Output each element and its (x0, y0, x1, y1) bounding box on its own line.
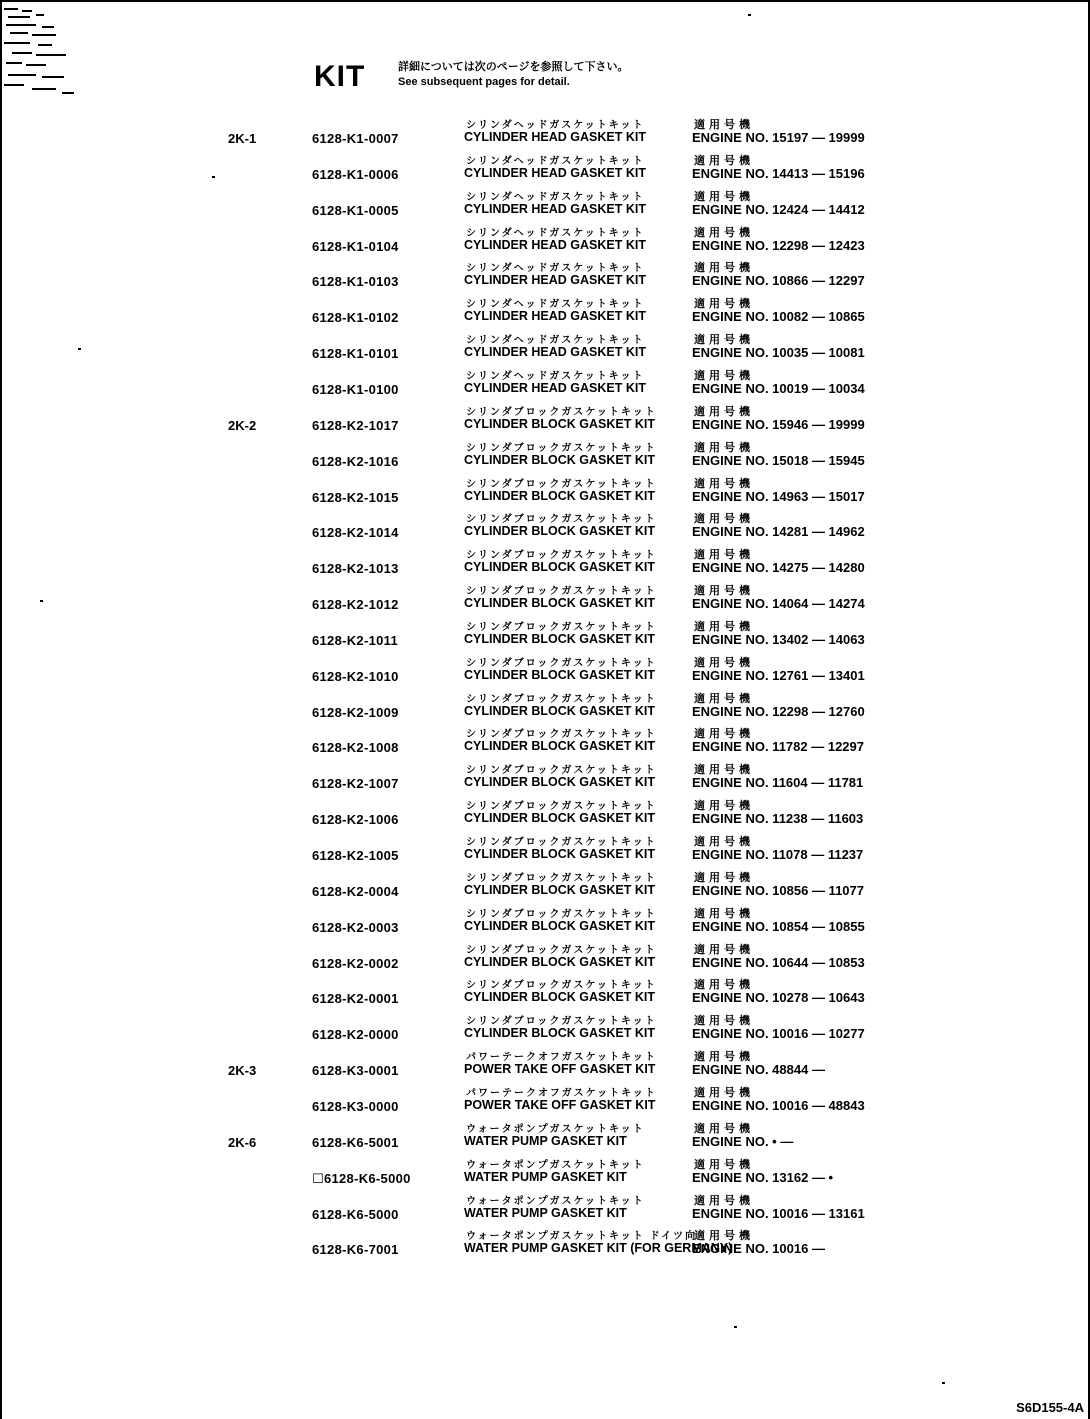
description-jp: シリンダブロックガスケットキット (466, 980, 657, 992)
description: CYLINDER BLOCK GASKET KIT (464, 882, 655, 897)
part-number: 6128-K1-0103 (312, 274, 399, 290)
engine-range: ENGINE NO. 14413 — 15196 (692, 165, 865, 181)
description-jp: シリンダブロックガスケットキット (466, 442, 657, 454)
kit-row (0, 1048, 1090, 1084)
applicable-label-jp: 適用号機 (694, 836, 754, 848)
applicable-label-jp: 適用号機 (694, 764, 754, 777)
description: CYLINDER BLOCK GASKET KIT (464, 775, 655, 790)
description: WATER PUMP GASKET KIT (464, 1133, 627, 1148)
kit-row (0, 941, 1090, 977)
scan-speck (212, 176, 215, 178)
engine-range: ENGINE NO. 48844 — (692, 1062, 825, 1078)
engine-range: ENGINE NO. 10016 — 13161 (692, 1205, 865, 1221)
kit-row (0, 833, 1090, 869)
applicable-label-jp: 適用号機 (694, 119, 754, 131)
applicable-label-jp: 適用号機 (694, 513, 754, 526)
kit-row (0, 1084, 1090, 1120)
description-jp: シリンダブロックガスケットキット (466, 657, 657, 669)
description: CYLINDER BLOCK GASKET KIT (464, 990, 655, 1005)
part-number: 6128-K2-1013 (312, 561, 399, 577)
description: CYLINDER BLOCK GASKET KIT (464, 918, 655, 933)
kit-row (0, 797, 1090, 833)
ref-number: 2K-1 (228, 131, 257, 146)
description-jp: シリンダブロックガスケットキット (466, 765, 657, 777)
kit-row (0, 869, 1090, 905)
ref-number: 2K-3 (228, 1063, 257, 1079)
applicable-label-jp: 適用号機 (694, 298, 754, 311)
description: POWER TAKE OFF GASKET KIT (464, 1062, 656, 1077)
engine-range: ENGINE NO. 10854 — 10855 (692, 918, 865, 934)
part-number: 6128-K6-7001 (312, 1242, 399, 1258)
part-number: 6128-K2-1006 (312, 812, 399, 828)
description: WATER PUMP GASKET KIT (FOR GERMANY) (464, 1241, 733, 1256)
description: CYLINDER BLOCK GASKET KIT (464, 847, 655, 861)
engine-range: ENGINE NO. 10644 — 10853 (692, 954, 865, 970)
kit-row (0, 403, 1090, 439)
kit-row (0, 224, 1090, 260)
description: WATER PUMP GASKET KIT (464, 1169, 627, 1184)
description: CYLINDER BLOCK GASKET KIT (464, 703, 655, 718)
engine-range: ENGINE NO. 11604 — 11781 (692, 775, 864, 791)
engine-range: ENGINE NO. 10082 — 10865 (692, 309, 865, 325)
engine-range: ENGINE NO. 13402 — 14063 (692, 631, 865, 647)
kit-row (0, 1192, 1090, 1228)
description: CYLINDER BLOCK GASKET KIT (464, 1026, 655, 1041)
description: CYLINDER HEAD GASKET KIT (464, 130, 646, 144)
description-jp: シリンダブロックガスケットキット (466, 801, 657, 813)
applicable-label-jp: 適用号機 (694, 262, 754, 275)
kit-row (0, 116, 1090, 152)
description: POWER TAKE OFF GASKET KIT (464, 1097, 656, 1112)
part-number: 6128-K3-0000 (312, 1098, 399, 1114)
engine-range: ENGINE NO. 11782 — 12297 (692, 739, 864, 755)
applicable-label-jp: 適用号機 (694, 907, 754, 920)
description-jp: シリンダヘッドガスケットキット (466, 227, 645, 239)
kit-row (0, 690, 1090, 726)
kit-row (0, 259, 1090, 295)
engine-range: ENGINE NO. 10019 — 10034 (692, 380, 865, 396)
description-jp: シリンダブロックガスケットキット (466, 406, 657, 418)
description: CYLINDER BLOCK GASKET KIT (464, 488, 655, 503)
description-jp: シリンダブロックガスケットキット (466, 837, 657, 848)
part-number: ☐6128-K6-5000 (312, 1170, 411, 1186)
engine-range: ENGINE NO. 10856 — 11077 (692, 882, 864, 898)
part-number: 6128-K2-0002 (312, 955, 399, 971)
applicable-label-jp: 適用号機 (694, 190, 754, 203)
part-number: 6128-K2-1011 (312, 632, 398, 648)
part-number: 6128-K1-0006 (312, 166, 399, 182)
description-jp: シリンダブロックガスケットキット (466, 729, 657, 741)
kit-row (0, 618, 1090, 654)
engine-range: ENGINE NO. 10278 — 10643 (692, 990, 865, 1006)
description: CYLINDER HEAD GASKET KIT (464, 201, 646, 216)
kit-row (0, 905, 1090, 941)
applicable-label-jp: 適用号機 (694, 1122, 754, 1135)
part-number: 6128-K1-0101 (312, 346, 399, 362)
description-jp: シリンダヘッドガスケットキット (466, 120, 645, 131)
part-number: 6128-K2-0001 (312, 991, 399, 1007)
part-number: 6128-K2-1012 (312, 597, 399, 613)
kit-row (0, 582, 1090, 618)
part-number: 6128-K1-0100 (312, 381, 399, 397)
description: CYLINDER BLOCK GASKET KIT (464, 811, 655, 826)
part-number: 6128-K6-5000 (312, 1206, 399, 1222)
description-jp: ウォータポンプガスケットキット (466, 1123, 645, 1135)
part-number: 6128-K2-1008 (312, 740, 399, 756)
description: CYLINDER HEAD GASKET KIT (464, 380, 646, 395)
description-jp: シリンダヘッドガスケットキット (466, 370, 645, 382)
part-number: 6128-K2-1009 (312, 704, 399, 720)
kit-row (0, 510, 1090, 546)
description-jp: ウォータポンプガスケットキット (466, 1195, 645, 1207)
engine-range: ENGINE NO. 12298 — 12423 (692, 237, 865, 253)
description-jp: シリンダブロックガスケットキット (466, 872, 657, 884)
description: CYLINDER BLOCK GASKET KIT (464, 596, 655, 611)
description: CYLINDER BLOCK GASKET KIT (464, 739, 655, 754)
applicable-label-jp: 適用号機 (694, 692, 754, 705)
engine-range: ENGINE NO. 13162 — • (692, 1169, 834, 1185)
kit-row (0, 475, 1090, 511)
ref-number: 2K-6 (228, 1134, 257, 1150)
description: CYLINDER BLOCK GASKET KIT (464, 560, 655, 575)
description: CYLINDER BLOCK GASKET KIT (464, 452, 655, 467)
description-jp: シリンダヘッドガスケットキット (466, 191, 645, 203)
engine-range: ENGINE NO. 15018 — 15945 (692, 452, 865, 468)
description-jp: シリンダブロックガスケットキット (466, 1016, 657, 1028)
description-jp: パワーテークオフガスケットキット (466, 1087, 657, 1099)
scan-speck (734, 1326, 737, 1328)
part-number: 6128-K2-0004 (312, 883, 399, 899)
engine-range: ENGINE NO. 10866 — 12297 (692, 273, 865, 289)
kit-row (0, 295, 1090, 331)
page-title: KIT (314, 60, 366, 93)
kit-row (0, 761, 1090, 797)
scan-speck (40, 600, 43, 602)
description-jp: シリンダブロックガスケットキット (466, 514, 657, 526)
part-number: 6128-K2-1010 (312, 668, 399, 684)
scan-speck (748, 14, 751, 16)
part-number: 6128-K1-0007 (312, 131, 399, 146)
applicable-label-jp: 適用号機 (694, 585, 754, 598)
description: CYLINDER HEAD GASKET KIT (464, 165, 646, 180)
description-jp: シリンダブロックガスケットキット (466, 908, 657, 920)
applicable-label-jp: 適用号機 (694, 549, 754, 562)
description: CYLINDER BLOCK GASKET KIT (464, 524, 655, 539)
kit-row (0, 331, 1090, 367)
part-number: 6128-K1-0102 (312, 310, 399, 326)
description-jp: シリンダヘッドガスケットキット (466, 299, 645, 311)
part-number: 6128-K2-1015 (312, 489, 399, 505)
part-number: 6128-K2-1005 (312, 848, 399, 863)
applicable-label-jp: 適用号機 (694, 943, 754, 956)
engine-range: ENGINE NO. 14275 — 14280 (692, 560, 865, 576)
applicable-label-jp: 適用号機 (694, 800, 754, 813)
applicable-label-jp: 適用号機 (694, 369, 754, 382)
engine-range: ENGINE NO. 12761 — 13401 (692, 667, 865, 683)
engine-range: ENGINE NO. 10016 — 10277 (692, 1026, 865, 1042)
engine-range: ENGINE NO. 10016 — (692, 1241, 825, 1257)
part-number: 6128-K2-1017 (312, 417, 399, 433)
engine-range: ENGINE NO. 12424 — 14412 (692, 201, 865, 217)
part-number: 6128-K6-5001 (312, 1134, 399, 1150)
applicable-label-jp: 適用号機 (694, 728, 754, 741)
description-jp: パワーテークオフガスケットキット (466, 1052, 657, 1064)
engine-range: ENGINE NO. 12298 — 12760 (692, 703, 865, 719)
applicable-label-jp: 適用号機 (694, 620, 754, 633)
description: CYLINDER BLOCK GASKET KIT (464, 416, 655, 431)
kit-row (0, 439, 1090, 475)
description-jp: ウォータポンプガスケットキット ドイツ向 (466, 1231, 698, 1243)
description-jp: シリンダブロックガスケットキット (466, 586, 657, 598)
header-note-jp: 詳細については次のページを参照して下さい。 (398, 61, 629, 73)
description-jp: シリンダブロックガスケットキット (466, 621, 657, 633)
kit-row (0, 654, 1090, 690)
description-jp: ウォータポンプガスケットキット (466, 1159, 645, 1171)
engine-range: ENGINE NO. 15946 — 19999 (692, 416, 865, 432)
kit-row (0, 1012, 1090, 1048)
part-number: 6128-K1-0005 (312, 202, 399, 218)
kit-row (0, 1227, 1090, 1263)
applicable-label-jp: 適用号機 (694, 405, 754, 418)
applicable-label-jp: 適用号機 (694, 1086, 754, 1099)
applicable-label-jp: 適用号機 (694, 226, 754, 239)
kit-row (0, 546, 1090, 582)
description-jp: シリンダヘッドガスケットキット (466, 155, 645, 167)
kit-row (0, 188, 1090, 224)
description-jp: シリンダブロックガスケットキット (466, 478, 657, 490)
kit-row (0, 152, 1090, 188)
part-number: 6128-K2-1014 (312, 525, 399, 541)
header-note-en: See subsequent pages for detail. (398, 76, 570, 88)
description: CYLINDER HEAD GASKET KIT (464, 309, 646, 324)
part-number: 6128-K2-1007 (312, 776, 399, 792)
engine-range: ENGINE NO. 10016 — 48843 (692, 1097, 865, 1113)
part-number: 6128-K3-0001 (312, 1063, 399, 1079)
engine-range: ENGINE NO. 10035 — 10081 (692, 345, 865, 361)
applicable-label-jp: 適用号機 (694, 334, 754, 347)
applicable-label-jp: 適用号機 (694, 979, 754, 992)
applicable-label-jp: 適用号機 (694, 1194, 754, 1207)
description: CYLINDER BLOCK GASKET KIT (464, 954, 655, 969)
engine-range: ENGINE NO. 14064 — 14274 (692, 596, 865, 612)
kit-row (0, 1156, 1090, 1192)
scan-speck (78, 348, 81, 350)
description: WATER PUMP GASKET KIT (464, 1205, 627, 1220)
ref-number: 2K-2 (228, 417, 257, 433)
kit-row (0, 976, 1090, 1012)
kit-row (0, 725, 1090, 761)
description: CYLINDER HEAD GASKET KIT (464, 273, 646, 288)
part-number: 6128-K1-0104 (312, 238, 399, 254)
kit-row (0, 1120, 1090, 1156)
engine-range: ENGINE NO. 14281 — 14962 (692, 524, 865, 540)
applicable-label-jp: 適用号機 (694, 441, 754, 454)
scan-speck (942, 1382, 945, 1384)
engine-range: ENGINE NO. 11078 — 11237 (692, 847, 864, 862)
applicable-label-jp: 適用号機 (694, 1015, 754, 1028)
description: CYLINDER BLOCK GASKET KIT (464, 631, 655, 646)
description: CYLINDER BLOCK GASKET KIT (464, 667, 655, 682)
applicable-label-jp: 適用号機 (694, 1230, 754, 1243)
applicable-label-jp: 適用号機 (694, 1051, 754, 1064)
kit-row (0, 367, 1090, 403)
applicable-label-jp: 適用号機 (694, 656, 754, 669)
description: CYLINDER HEAD GASKET KIT (464, 237, 646, 252)
description-jp: シリンダブロックガスケットキット (466, 550, 657, 562)
description: CYLINDER HEAD GASKET KIT (464, 345, 646, 360)
description-jp: シリンダブロックガスケットキット (466, 693, 657, 705)
applicable-label-jp: 適用号機 (694, 154, 754, 167)
part-number: 6128-K2-1016 (312, 453, 399, 469)
part-number: 6128-K2-0003 (312, 919, 399, 935)
description-jp: シリンダヘッドガスケットキット (466, 263, 645, 275)
part-number: 6128-K2-0000 (312, 1027, 399, 1043)
description-jp: シリンダヘッドガスケットキット (466, 335, 645, 347)
page-code: S6D155-4A (1016, 1400, 1084, 1415)
engine-range: ENGINE NO. 14963 — 15017 (692, 488, 865, 504)
description-jp: シリンダブロックガスケットキット (466, 944, 657, 956)
engine-range: ENGINE NO. 11238 — 11603 (692, 811, 864, 827)
applicable-label-jp: 適用号機 (694, 871, 754, 884)
engine-range: ENGINE NO. • — (692, 1133, 794, 1149)
applicable-label-jp: 適用号機 (694, 477, 754, 490)
engine-range: ENGINE NO. 15197 — 19999 (692, 130, 865, 145)
applicable-label-jp: 適用号機 (694, 1158, 754, 1171)
